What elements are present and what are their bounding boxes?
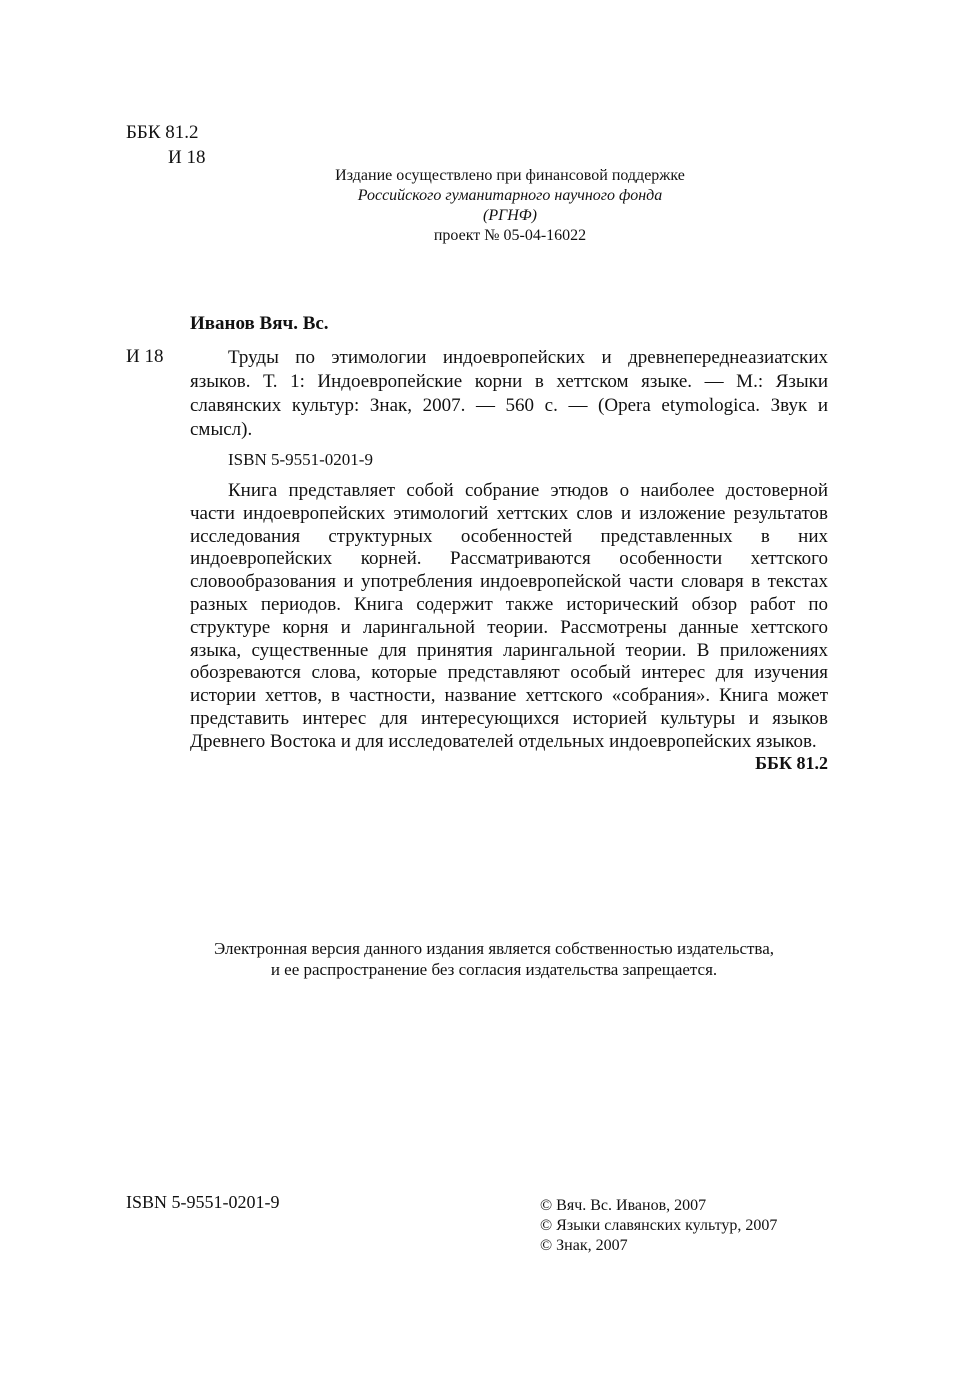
- bbk-classification: [126, 120, 205, 170]
- author-heading: Иванов Вяч. Вс.: [190, 313, 329, 334]
- copyright-author: © Вяч. Вс. Иванов, 2007: [540, 1197, 707, 1214]
- author-code: И 18: [168, 147, 206, 168]
- electronic-version-notice: [130, 938, 858, 980]
- copyright-znak: © Знак, 2007: [540, 1237, 628, 1254]
- description-text: Труды по этимологии индоевропейских и древнепереднеазиатских языков. Т. 1: Индоевропейские корни в хеттском языке. — М.: Языки славянских культур: Знак, 2007. — 560 с. — (Opera etymologica. Звук и смысл).: [190, 347, 828, 440]
- annotation: Книга представляет собой собрание этюдов о наиболее достоверной части индоевропейских этимологий хеттских слов и изложение результатов исследования структурных особенностей представленных в них индоевропейских корней. Рассматриваются особенности хеттского словообразования и употребления индоевропейской части словаря в текстах разных периодов. Книга содержит также исторический обзор работ по структуре корня и ларингальной теории. Рассмотрены данные хеттского языка, существенные для принятия ларингальной теории. В приложениях обозреваются слова, которые представляют особый интерес для изучения истории хеттов, в частности, название хеттского «собрания». Книга может представить интерес для интересующихся историей культуры и языков Древнего Востока и для исследователей отдельных индоевропейских языков.: [190, 480, 828, 752]
- funding-line-1: Издание осуществлено при финансовой поддержке: [335, 167, 685, 184]
- copyright-publisher: © Языки славянских культур, 2007: [540, 1217, 778, 1234]
- notice-line-2: и ее распространение без согласия издательства запрещается.: [270, 960, 718, 979]
- bibliographic-description: [190, 346, 828, 442]
- bbk-bottom: ББК 81.2: [755, 753, 828, 773]
- catalog-code: И 18: [126, 346, 164, 367]
- isbn-inline: ISBN 5-9551-0201-9: [228, 450, 373, 469]
- copyright-block: [540, 1196, 777, 1256]
- funding-note: [260, 166, 760, 246]
- notice-line-1: Электронная версия данного издания является собственностью издательства,: [213, 939, 775, 958]
- isbn-bottom: ISBN 5-9551-0201-9: [126, 1192, 280, 1212]
- funding-line-2: Российского гуманитарного научного фонда: [357, 187, 663, 204]
- bbk-number: ББК 81.2: [126, 122, 199, 143]
- funding-project: проект № 05-04-16022: [433, 227, 587, 244]
- funding-line-3: (РГНФ): [483, 207, 537, 224]
